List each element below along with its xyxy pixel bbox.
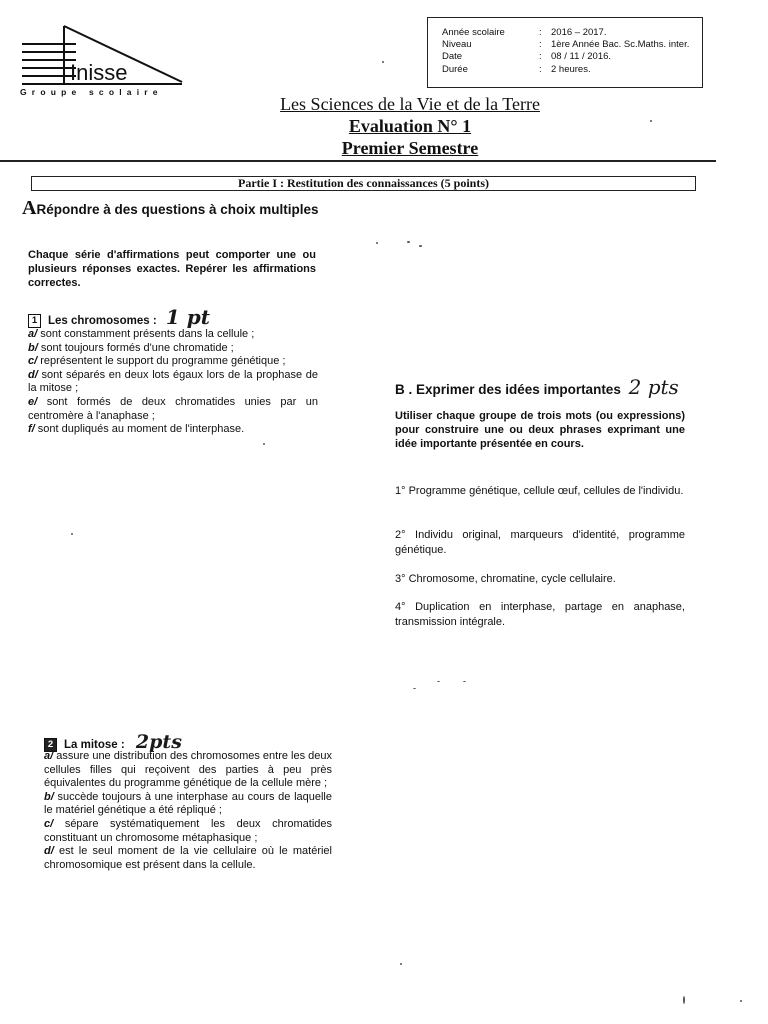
- scan-speck: [382, 61, 384, 63]
- question-2-number: 2: [44, 738, 57, 752]
- idea-item-1: 1° Programme génétique, cellule œuf, cellules de l'individu.: [395, 485, 684, 497]
- option-item: d/ sont séparés en deux lots égaux lors de la prophase de la mitose ;: [28, 368, 318, 395]
- info-row-year: Année scolaire : 2016 – 2017.: [442, 27, 607, 38]
- evaluation-title: Evaluation N° 1: [348, 116, 472, 136]
- info-row-level: Niveau : 1ère Année Bac. Sc.Maths. inter.: [442, 39, 690, 50]
- option-item: a/ assure une distribution des chromosomes entre les deux cellules filles qui reçoivent des parties à peu près équivalentes du programme génétique de la cellule mère ;: [44, 750, 333, 790]
- scan-speck: [437, 681, 440, 682]
- info-row-duration: Durée : 2 heures.: [442, 64, 591, 75]
- scan-speck: [263, 443, 265, 445]
- idea-item-3: 3° Chromosome, chromatine, cycle cellulaire.: [395, 573, 616, 585]
- exam-info-box: [427, 17, 703, 88]
- scan-speck: [71, 533, 73, 535]
- idea-item-4: 4° Duplication en interphase, partage en anaphase, transmission intégrale.: [395, 601, 685, 628]
- option-item: d/ est le seul moment de la vie cellulaire où le matériel chromosomique est présent dans la cellule.: [44, 845, 332, 871]
- header-divider: [0, 160, 716, 162]
- scan-speck: [413, 688, 416, 689]
- option-item: c/ sépare systématiquement les deux chromatides constituant un chromosome métaphasique ;: [44, 817, 332, 844]
- subject-title: Les Sciences de la Vie et de la Terre: [280, 94, 540, 114]
- scan-speck: [400, 963, 402, 965]
- question-1-score-note: 1 pt: [165, 305, 210, 329]
- scan-speck: [650, 120, 652, 122]
- section-b-title: B . Exprimer des idées importantes: [395, 382, 621, 397]
- scan-speck: [463, 681, 466, 682]
- question-1-options: [28, 328, 318, 437]
- option-item: b/ sont toujours formés d'une chromatide ;: [28, 341, 234, 354]
- question-2-title: La mitose :: [64, 739, 125, 751]
- section-b-instructions: Utiliser chaque groupe de trois mots (ou expressions) pour construire une ou deux phrases exprimant une idée importante présentée en cours.: [395, 410, 685, 450]
- part-title-box: Partie I : Restitution des connaissances (5 points): [31, 176, 696, 191]
- scan-speck: [376, 242, 378, 244]
- semester-title: Premier Semestre: [341, 138, 479, 158]
- logo-brand: Inisse: [70, 60, 128, 85]
- scan-speck: [407, 241, 410, 243]
- question-2-options: [44, 750, 332, 872]
- section-b-score-note: 2 pts: [628, 375, 679, 399]
- question-1-title: Les chromosomes :: [48, 315, 157, 327]
- section-a-letter: A: [22, 197, 37, 219]
- option-item: c/ représentent le support du programme génétique ;: [28, 355, 286, 368]
- section-a-heading: [22, 197, 322, 219]
- option-item: e/ sont formés de deux chromatides unies par un centromère à l'anaphase ;: [28, 395, 318, 422]
- idea-item-2: 2° Individu original, marqueurs d'identité, programme génétique.: [395, 529, 685, 556]
- logo-group: Groupe scolaire: [20, 87, 163, 97]
- scan-speck: [419, 245, 422, 247]
- question-2-score-note: 2pts: [135, 731, 182, 753]
- info-row-date: Date : 08 / 11 / 2016.: [442, 51, 612, 62]
- option-item: a/ sont constamment présents dans la cellule ;: [28, 328, 255, 340]
- option-item: f/ sont dupliqués au moment de l'interphase.: [28, 423, 245, 436]
- option-item: b/ succède toujours à une interphase au cours de laquelle le matériel génétique a été répliqué ;: [44, 790, 332, 817]
- question-1-number: 1: [28, 314, 41, 328]
- section-b-heading: [395, 375, 725, 399]
- scan-speck: [683, 996, 685, 1004]
- question-1-heading: [28, 305, 210, 329]
- section-a-instructions: Chaque série d'affirmations peut comporter une ou plusieurs réponses exactes. Repérer les affirmations correctes.: [28, 249, 316, 289]
- school-logo: [18, 22, 190, 98]
- scan-speck: [740, 1000, 742, 1002]
- section-a-title: Répondre à des questions à choix multiples: [36, 202, 319, 217]
